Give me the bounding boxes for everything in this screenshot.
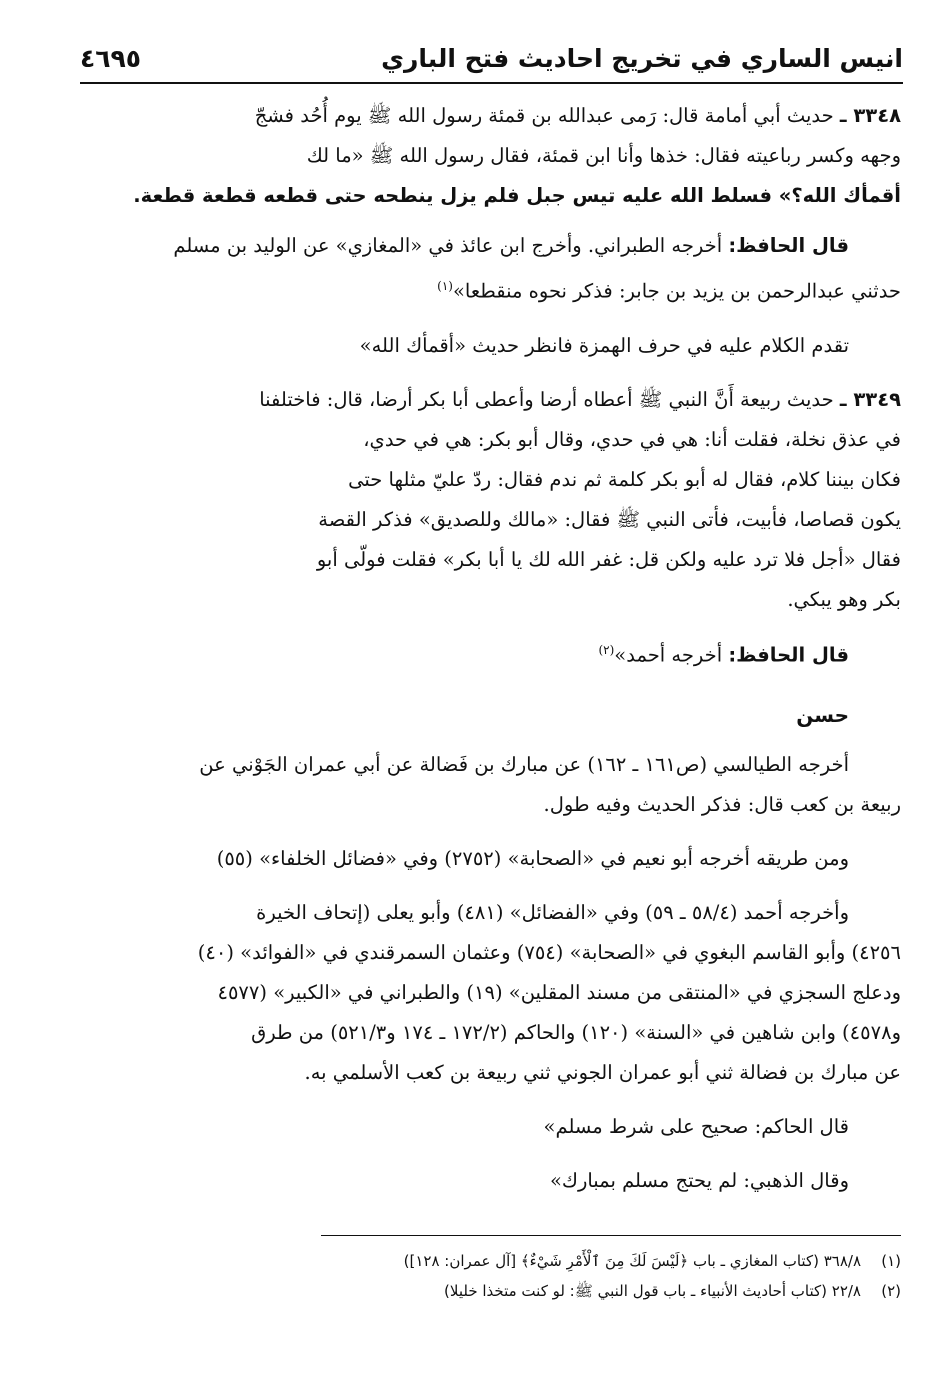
takhrij-paragraph-3: وأخرجه أحمد (٥٨/٤ ـ ٥٩) وفي «الفضائل» (٤٨١) وأبو يعلى (إتحاف الخيرة ٤٢٥٦) وأبو القاسم البغوي في «الصحابة» (٧٥٤) وعثمان السمرقندي في «الفوائد» (٤٠) ودعلج السجزي في «المنتقى من مسند المقلين» (١٩) والطبراني في «الكبير» (٤٥٧٧ و٤٥٧٨) وابن شاهين في «السنة» (١٢٠) والحاكم (١٧٢/٢ ـ ١٧٤ و٥٢١/٣) من طرق عن مبارك بن فضالة ثني أبو عمران الجوني ثني ربيعة بن كعب الأسلمي به. — [197, 901, 901, 1084]
footnote-2: (٢)٢٢/٨ (كتاب أحاديث الأنبياء ـ باب قول النبي ﷺ: لو كنت متخذا خليلا) — [444, 1282, 901, 1300]
hakim-statement: قال الحاكم: صحيح على شرط مسلم» — [543, 1115, 849, 1138]
hadith-3348 — [96, 96, 901, 216]
footnote-ref: (١) — [437, 279, 453, 293]
grade-heading: حسن — [796, 703, 849, 727]
footnote-1: (١)٣٦٨/٨ (كتاب المغازي ـ باب ﴿لَيْسَ لَكَ مِنَ ٱلْأَمْرِ شَيْءٌ﴾ [آل عمران: ١٢٨]) — [403, 1252, 901, 1270]
hadith-number: ٣٣٤٩ ـ — [839, 387, 901, 411]
hafiz-comment-3349 — [96, 630, 849, 676]
hadith-text-line: في عذق نخلة، فقلت أنا: هي في حدي، وقال أبو بكر: هي في حدي، — [363, 427, 901, 451]
cross-reference-note: تقدم الكلام عليه في حرف الهمزة فانظر حديث «أقمأك الله» — [359, 333, 849, 357]
hafiz-text: حدثني عبدالرحمن بن يزيد بن جابر: فذكر نحوه منقطعا» — [452, 279, 901, 303]
hadith-3349 — [96, 380, 901, 620]
running-header — [80, 40, 903, 84]
book-title: انيس الساري في تخريج احاديث فتح الباري — [381, 44, 903, 73]
takhrij-paragraph-1: أخرجه الطيالسي (ص١٦١ ـ ١٦٢) عن مبارك بن فَضالة عن أبي عمران الجَوْني عن ربيعة بن كعب قال: فذكر الحديث وفيه طول. — [199, 753, 901, 816]
hafiz-label: قال الحافظ: — [728, 234, 849, 257]
footnote-ref: (٢) — [598, 642, 615, 657]
page-number: ٤٦٩٥ — [80, 44, 142, 73]
hadith-text-line: حديث ربيعة أَنَّ النبي ﷺ أعطاه أرضا وأعطى أبا بكر أرضا، قال: فاختلفنا — [259, 387, 834, 411]
hadith-text-line: حديث أبي أمامة قال: رَمى عبدالله بن قمئة رسول الله ﷺ يوم أُحُد فشجّ — [254, 104, 834, 127]
hafiz-text: أخرجه أحمد» — [614, 643, 723, 666]
takhrij-paragraph-2: ومن طريقه أخرجه أبو نعيم في «الصحابة» (٢٧٥٢) وفي «فضائل الخلفاء» (٥٥) — [216, 847, 849, 870]
hadith-text-line: فقال «أجل فلا ترد عليه ولكن قل: غفر الله لك يا أبا بكر» فقلت فولّى أبو — [316, 547, 901, 571]
hadith-text-line: وجهه وكسر رباعيته فقال: خذها وأنا ابن قمئة، فقال رسول الله ﷺ «ما لك — [306, 144, 901, 167]
hadith-text-line: فكان بيننا كلام، فقال له أبو بكر كلمة ثم ندم فقال: ردّ عليّ مثلها حتى — [348, 467, 901, 491]
hafiz-label: قال الحافظ: — [728, 643, 849, 666]
hadith-text-line: يكون قصاصا، فأبيت، فأتى النبي ﷺ فقال: «مالك وللصديق» فذكر القصة — [318, 507, 901, 531]
hadith-number: ٣٣٤٨ ـ — [839, 104, 901, 127]
hafiz-text: أخرجه الطبراني. وأخرج ابن عائذ في «المغازي» عن الوليد بن مسلم — [173, 234, 723, 257]
hadith-text-line: أقمأك الله؟» فسلط الله عليه تيس جبل فلم يزل ينطحه حتى قطعه قطعة قطعة. — [133, 184, 901, 207]
hafiz-comment-3348 — [96, 226, 901, 312]
dhahabi-statement: وقال الذهبي: لم يحتج مسلم بمبارك» — [549, 1169, 849, 1192]
footnote-rule — [321, 1235, 901, 1236]
page-content — [96, 96, 901, 1201]
hadith-text-line: بكر وهو يبكي. — [787, 587, 901, 611]
